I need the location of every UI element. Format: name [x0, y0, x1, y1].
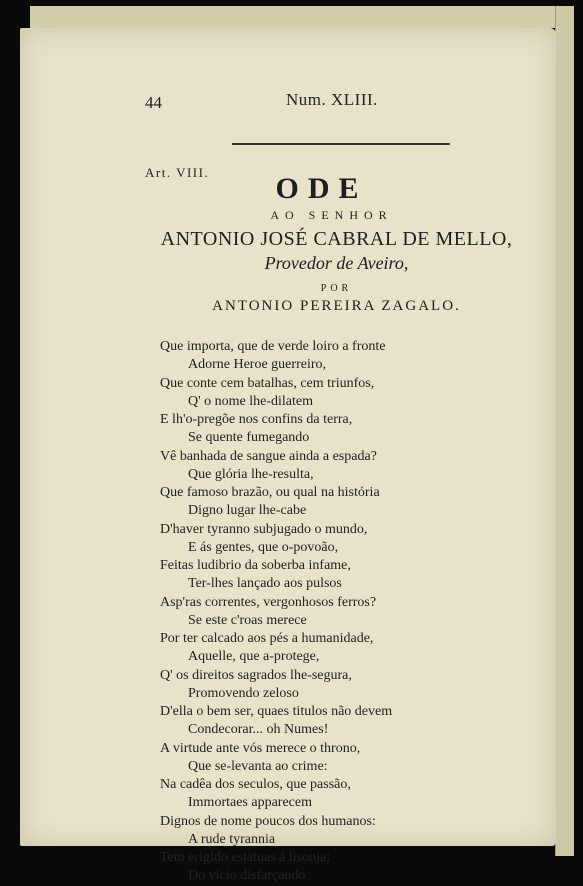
poem-line: Promovendo zeloso: [188, 685, 299, 701]
dedicatee-name: ANTONIO JOSÉ CABRAL DE MELLO,: [160, 228, 513, 250]
poem-line: Que se-levanta ao crime:: [188, 758, 328, 774]
page-right-edge: [555, 6, 574, 856]
poem-line: Ter-lhes lançado aos pulsos: [188, 576, 342, 592]
poem-line: Dignos de nome poucos dos humanos:: [160, 813, 376, 829]
poem-line: D'haver tyranno subjugado o mundo,: [160, 521, 368, 537]
dedication-prefix: AO SENHOR: [270, 208, 393, 222]
poem-line: Feitas ludibrio da soberba infame,: [160, 558, 351, 573]
poem-line: D'ella o bem ser, quaes titulos não devem: [160, 704, 393, 719]
poem-line: Do vício disfarçando: [188, 868, 306, 884]
author-name: ANTONIO PEREIRA ZAGALO.: [212, 298, 461, 314]
page-number: 44: [145, 93, 162, 112]
poem-line: E ás gentes, que o-povoão,: [188, 539, 339, 555]
poem-line: Que importa, que de verde loiro a fronte: [160, 339, 386, 354]
header-rule: [232, 143, 450, 145]
poem-line: Na cadêa dos seculos, que passão,: [160, 777, 351, 792]
poem-line: Se este c'roas merece: [188, 612, 307, 628]
poem-line: Immortaes apparecem: [188, 795, 312, 811]
running-title: Num. XLIII.: [286, 90, 378, 109]
poem-line: E lh'o-pregõe nos confins da terra,: [160, 412, 353, 427]
poem-line: Q' o nome lhe-dilatem: [188, 393, 313, 409]
poem-line: Que conte cem batalhas, cem triunfos,: [160, 375, 375, 391]
poem-line: A rude tyrannia: [188, 831, 276, 847]
page-top-edge: [30, 6, 570, 28]
poem-line: Aquelle, que a-protege,: [188, 649, 320, 665]
poem-line: Adorne Heroe guerreiro,: [188, 357, 326, 373]
poem-line: Que glória lhe-resulta,: [188, 466, 314, 482]
poem-line: Por ter calcado aos pés a humanidade,: [160, 631, 374, 646]
poem-body: [160, 338, 430, 886]
ode-title: ODE: [275, 172, 368, 205]
poem-line: Condecorar... oh Numes!: [188, 722, 329, 738]
poem-line: Se quente fumegando: [188, 430, 310, 446]
poem-line: A virtude ante vós merece o throno,: [160, 740, 361, 756]
dedicatee-role: Provedor de Aveiro,: [264, 253, 409, 273]
poem-line: Q' os direitos sagrados lhe-segura,: [160, 667, 352, 683]
by-label: POR: [320, 283, 353, 294]
poem-line: Tem erigido estatuas á lisonja;: [160, 850, 331, 865]
poem-line: Vê banhada de sangue ainda a espada?: [160, 448, 377, 464]
poem-line: Que famoso brazão, ou qual na história: [160, 485, 380, 500]
poem-line: Digno lugar lhe-cabe: [188, 503, 307, 519]
poem-line: Asp'ras correntes, vergonhosos ferros?: [160, 594, 377, 610]
article-label: Art. VIII.: [145, 165, 210, 180]
